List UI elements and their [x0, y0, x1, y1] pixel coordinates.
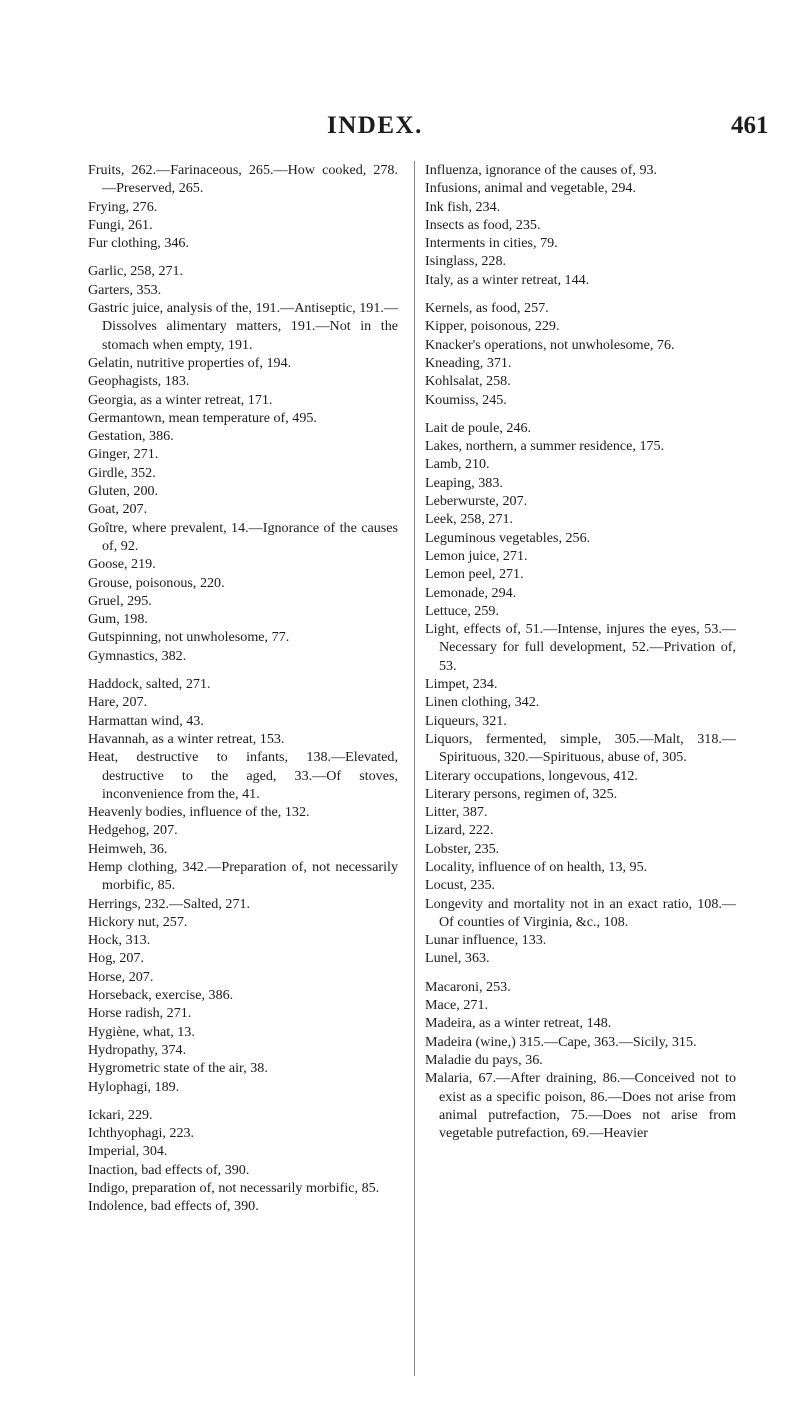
index-entry: Lemon juice, 271.	[425, 547, 528, 564]
index-entry: Malaria, 67.—After draining, 86.—Conceived not to exist as a specific poison, 86.—Does not arise from animal putrefaction, 75.—Does not arise from vegetable putrefaction, 69.—Heavier	[425, 1070, 736, 1142]
index-entry: Leek, 258, 271.	[425, 511, 514, 528]
index-entry: Hemp clothing, 342.—Preparation of, not necessarily morbific, 85.	[88, 858, 398, 894]
index-entry: Indigo, preparation of, not necessarily morbific, 85.	[88, 1180, 380, 1197]
index-entry: Hedgehog, 207.	[88, 822, 178, 839]
index-entry: Interments in cities, 79.	[425, 235, 558, 252]
index-entry: Gutspinning, not unwholesome, 77.	[88, 629, 290, 646]
index-entry: Influenza, ignorance of the causes of, 93.	[425, 162, 658, 178]
index-entry: Gum, 198.	[88, 611, 148, 628]
index-entry: Isinglass, 228.	[425, 253, 507, 270]
index-entry: Goître, where prevalent, 14.—Ignorance of the causes of, 92.	[88, 519, 398, 554]
index-entry: Gluten, 200.	[88, 483, 159, 500]
index-entry: Havannah, as a winter retreat, 153.	[88, 730, 285, 747]
index-section	[88, 1106, 398, 1216]
index-entry: Inaction, bad effects of, 390.	[88, 1161, 250, 1178]
index-entry: Lamb, 210.	[425, 456, 490, 473]
index-entry: Italy, as a winter retreat, 144.	[425, 271, 590, 288]
index-entry: Hygiène, what, 13.	[88, 1023, 195, 1040]
index-entry: Lait de poule, 246.	[425, 419, 532, 436]
index-entry: Litter, 387.	[425, 804, 488, 821]
index-entry: Madeira, as a winter retreat, 148.	[425, 1015, 612, 1032]
index-entry: Ink fish, 234.	[425, 198, 501, 215]
index-entry: Horseback, exercise, 386.	[88, 987, 234, 1004]
index-entry: Frying, 276.	[88, 198, 158, 215]
index-entry: Hylophagi, 189.	[88, 1078, 180, 1095]
index-entry: Linen clothing, 342.	[425, 694, 540, 711]
index-section	[88, 161, 398, 252]
index-entry: Lemon peel, 271.	[425, 566, 524, 583]
index-section	[425, 978, 736, 1143]
index-entry: Leberwurste, 207.	[425, 493, 528, 510]
index-entry: Literary persons, regimen of, 325.	[425, 785, 618, 802]
index-entry: Ickari, 229.	[88, 1106, 153, 1123]
index-section	[425, 299, 736, 409]
index-entry: Fur clothing, 346.	[88, 235, 190, 252]
index-entry: Kernels, as food, 257.	[425, 300, 549, 317]
index-entry: Lizard, 222.	[425, 822, 494, 839]
index-entry: Gestation, 386.	[88, 428, 174, 445]
index-entry: Literary occupations, longevous, 412.	[425, 767, 638, 784]
index-entry: Heavenly bodies, influence of the, 132.	[88, 804, 310, 821]
index-entry: Heimweh, 36.	[88, 840, 168, 857]
index-entry: Haddock, salted, 271.	[88, 676, 211, 693]
index-section	[425, 419, 736, 968]
index-entry: Hare, 207.	[88, 694, 148, 711]
index-entry: Gastric juice, analysis of the, 191.—Antiseptic, 191.—Dissolves alimentary matters, 191.—Not in the stomach when empty, 191.	[88, 300, 398, 353]
index-section	[88, 675, 398, 1096]
index-section	[425, 161, 736, 289]
index-entry: Ichthyophagi, 223.	[88, 1125, 195, 1142]
index-entry: Lobster, 235.	[425, 840, 500, 857]
index-entry: Locality, influence of on health, 13, 95.	[425, 858, 648, 875]
index-column-left	[88, 161, 398, 1216]
index-entry: Liqueurs, 321.	[425, 712, 507, 729]
column-divider	[414, 161, 415, 1376]
index-entry: Hygrometric state of the air, 38.	[88, 1060, 268, 1077]
index-entry: Limpet, 234.	[425, 676, 498, 693]
index-entry: Gelatin, nutritive properties of, 194.	[88, 354, 292, 371]
index-entry: Gymnastics, 382.	[88, 647, 187, 664]
index-entry: Germantown, mean temperature of, 495.	[88, 409, 317, 426]
index-entry: Mace, 271.	[425, 997, 489, 1014]
index-entry: Leaping, 383.	[425, 474, 503, 491]
index-entry: Girdle, 352.	[88, 464, 156, 481]
page-number: 461	[731, 112, 769, 139]
index-entry: Fruits, 262.—Farinaceous, 265.—How cooked, 278.—Preserved, 265.	[88, 162, 398, 197]
index-entry: Grouse, poisonous, 220.	[88, 574, 225, 591]
index-entry: Lettuce, 259.	[425, 602, 499, 619]
index-entry: Imperial, 304.	[88, 1143, 168, 1160]
index-entry: Georgia, as a winter retreat, 171.	[88, 391, 273, 408]
index-entry: Light, effects of, 51.—Intense, injures the eyes, 53.—Necessary for full development, 52.—Privation of, 53.	[425, 621, 736, 674]
index-entry: Horse radish, 271.	[88, 1005, 192, 1022]
index-entry: Hock, 313.	[88, 932, 151, 949]
index-entry: Liquors, fermented, simple, 305.—Malt, 318.—Spirituous, 320.—Spirituous, abuse of, 305.	[425, 730, 736, 766]
index-entry: Gruel, 295.	[88, 592, 152, 609]
index-entry: Longevity and mortality not in an exact ratio, 108.—Of counties of Virginia, &c., 108.	[425, 895, 736, 930]
index-entry: Hydropathy, 374.	[88, 1041, 187, 1058]
index-entry: Horse, 207.	[88, 968, 154, 985]
index-entry: Harmattan wind, 43.	[88, 712, 204, 729]
index-entry: Kneading, 371.	[425, 354, 512, 371]
index-entry: Leguminous vegetables, 256.	[425, 529, 591, 546]
index-entry: Fungi, 261.	[88, 216, 153, 233]
index-entry: Goat, 207.	[88, 501, 148, 518]
index-entry: Geophagists, 183.	[88, 373, 190, 390]
index-entry: Indolence, bad effects of, 390.	[88, 1198, 259, 1215]
index-entry: Kipper, poisonous, 229.	[425, 318, 560, 335]
index-entry: Maladie du pays, 36.	[425, 1051, 543, 1068]
index-entry: Knacker's operations, not unwholesome, 76.	[425, 336, 675, 353]
index-entry: Locust, 235.	[425, 877, 496, 894]
index-entry: Macaroni, 253.	[425, 978, 511, 995]
running-head-title: INDEX.	[327, 112, 423, 139]
index-entry: Lemonade, 294.	[425, 584, 517, 601]
index-column-right	[425, 161, 736, 1142]
index-entry: Hickory nut, 257.	[88, 913, 188, 930]
index-entry: Lunel, 363.	[425, 950, 490, 967]
index-entry: Goose, 219.	[88, 556, 156, 573]
index-entry: Garlic, 258, 271.	[88, 263, 184, 280]
index-entry: Lunar influence, 133.	[425, 932, 547, 949]
index-entry: Infusions, animal and vegetable, 294.	[425, 180, 636, 197]
index-entry: Lakes, northern, a summer residence, 175.	[425, 438, 665, 455]
index-entry: Ginger, 271.	[88, 446, 159, 463]
index-section	[88, 262, 398, 665]
index-entry: Kohlsalat, 258.	[425, 373, 511, 390]
index-entry: Madeira (wine,) 315.—Cape, 363.—Sicily, 315.	[425, 1033, 697, 1050]
index-entry: Hog, 207.	[88, 950, 144, 967]
index-entry: Koumiss, 245.	[425, 391, 507, 408]
index-entry: Garters, 353.	[88, 281, 162, 298]
index-entry: Herrings, 232.—Salted, 271.	[88, 895, 251, 912]
index-entry: Heat, destructive to infants, 138.—Elevated, destructive to the aged, 33.—Of stoves, inconvenience from the, 41.	[88, 749, 398, 802]
index-entry: Insects as food, 235.	[425, 216, 541, 233]
